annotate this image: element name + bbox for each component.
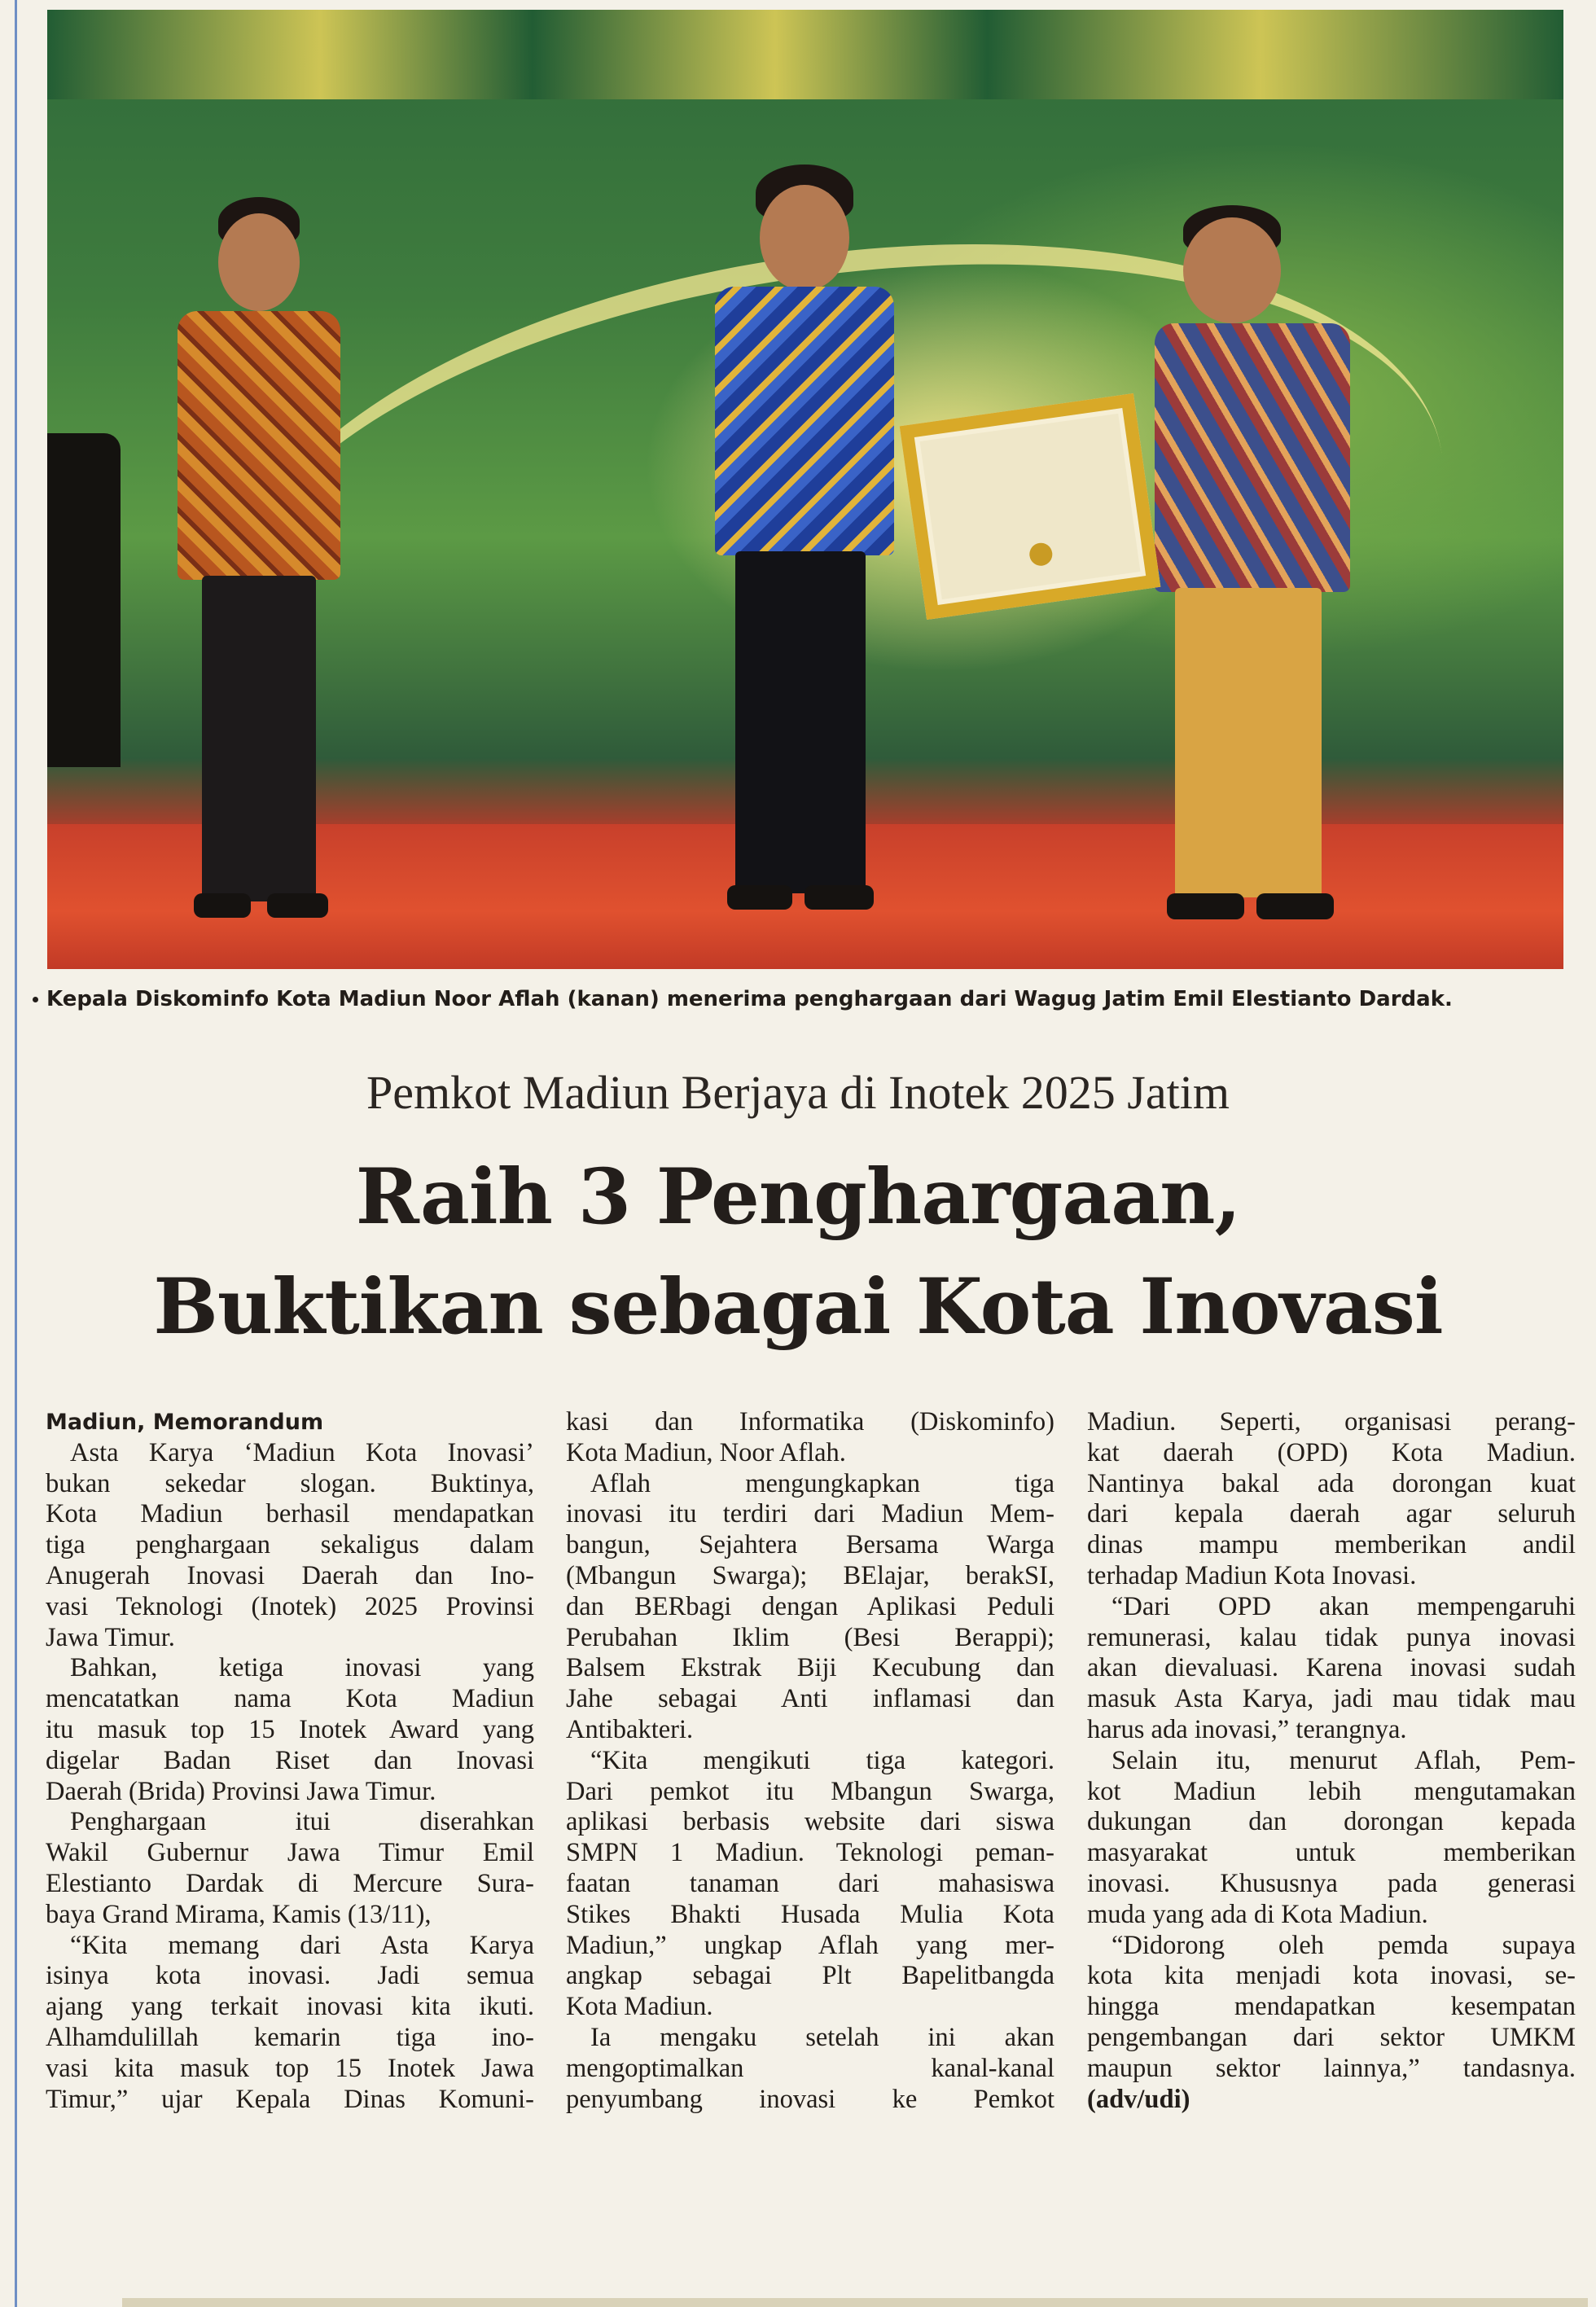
text-line: kot Madiun lebih mengutamakan [1087,1776,1576,1806]
text-line: Madiun,” ungkap Aflah yang mer- [566,1930,1054,1960]
text-line: Aflah mengungkapkan tiga [590,1468,1054,1498]
text-line: isinya kota inovasi. Jadi semua [46,1961,534,1991]
text-line: (Mbangun Swarga); BElajar, berakSI, [566,1560,1054,1590]
award-certificate-frame [900,393,1161,620]
dateline: Madiun, Memorandum [46,1410,324,1435]
text-line: tiga penghargaan sekaligus dalam [46,1530,534,1560]
text-line: penyumbang inovasi ke Pemkot [566,2084,1054,2114]
text-line: itu masuk top 15 Inotek Award yang [46,1714,534,1744]
text-line: dari kepala daerah agar seluruh [1087,1499,1576,1529]
text-line: pengembangan dari sektor UMKM [1087,2022,1576,2052]
text-line: Bahkan, ketiga inovasi yang [70,1653,534,1683]
text-line: Dari pemkot itu Mbangun Swarga, [566,1776,1054,1806]
text-line: bukan sekedar slogan. Buktinya, [46,1468,534,1498]
headline-line-1: Raih 3 Penghargaan, [355,1152,1241,1242]
text-line: masuk Asta Karya, jadi mau tidak mau [1087,1684,1576,1714]
text-line: Asta Karya ‘Madiun Kota Inovasi’ [70,1437,534,1467]
text-line: Nantinya bakal ada dorongan kuat [1087,1468,1576,1498]
award-ceremony-photo [47,10,1563,969]
text-line: Antibakteri. [566,1714,694,1744]
text-line: remunerasi, kalau tidak punya inovasi [1087,1622,1576,1652]
podium [47,433,121,767]
text-line: Selain itu, menurut Aflah, Pem- [1112,1745,1576,1775]
text-line: Balsem Ekstrak Biji Kecubung dan [566,1653,1054,1683]
text-line: Madiun. Seperti, organisasi perang- [1087,1407,1576,1436]
text-line: hingga mendapatkan kesempatan [1087,1992,1576,2022]
article-column-1 [46,1407,534,2115]
stage-backdrop-banner [47,10,1563,99]
headline-line-2: Buktikan sebagai Kota Inovasi [153,1262,1443,1352]
text-line: dinas mampu memberikan andil [1087,1530,1576,1560]
text-line: maupun sektor lainnya,” tandasnya. [1087,2053,1576,2083]
caption-bullet-icon [33,997,38,1002]
text-line: angkap sebagai Plt Bapelitbangda [566,1961,1054,1991]
text-line: mengoptimalkan kanal-kanal [566,2053,1054,2083]
text-line: Kota Madiun. [566,1992,713,2022]
text-line: Penghargaan itui diserahkan [70,1807,534,1837]
text-line: vasi Teknologi (Inotek) 2025 Provinsi [46,1591,534,1621]
person-left [137,197,381,930]
text-line: Wakil Gubernur Jawa Timur Emil [46,1838,534,1868]
text-line: SMPN 1 Madiun. Teknologi peman- [566,1838,1054,1868]
text-line: Jawa Timur. [46,1622,175,1652]
text-line: kat daerah (OPD) Kota Madiun. [1087,1437,1576,1467]
text-line: baya Grand Mirama, Kamis (13/11), [46,1899,432,1929]
article-column-3 [1087,1407,1576,2115]
text-line: masyarakat untuk memberikan [1087,1838,1576,1868]
text-line: Jahe sebagai Anti inflamasi dan [566,1684,1054,1714]
text-line: bangun, Sejahtera Bersama Warga [566,1530,1054,1560]
text-line: muda yang ada di Kota Madiun. [1087,1899,1428,1929]
text-line: dan BERbagi dengan Aplikasi Peduli [566,1591,1054,1621]
text-line: Elestianto Dardak di Mercure Sura- [46,1868,534,1898]
page-bottom-bar [122,2298,1588,2307]
text-line: Timur,” ujar Kepala Dinas Komuni- [46,2084,534,2114]
text-line: kota kita menjadi kota inovasi, se- [1087,1961,1576,1991]
text-line: “Kita memang dari Asta Karya [70,1930,534,1960]
text-line: ajang yang terkait inovasi kita ikuti. [46,1992,534,2022]
text-line: inovasi. Khususnya pada generasi [1087,1868,1576,1898]
text-line: Kota Madiun berhasil mendapatkan [46,1499,534,1529]
text-line: Alhamdulillah kemarin tiga ino- [46,2022,534,2052]
text-line: harus ada inovasi,” terangnya. [1087,1714,1407,1744]
text-line: inovasi itu terdiri dari Madiun Mem- [566,1499,1054,1529]
photo-caption [33,987,1563,1011]
certificate-seal-icon [1028,542,1054,568]
text-line: faatan tanaman dari mahasiswa [566,1868,1054,1898]
text-line: terhadap Madiun Kota Inovasi. [1087,1560,1417,1590]
text-line: Perubahan Iklim (Besi Berappi); [566,1622,1054,1652]
text-line: vasi kita masuk top 15 Inotek Jawa [46,2053,534,2083]
text-line: dukungan dan dorongan kepada [1087,1807,1576,1837]
text-line: mencatatkan nama Kota Madiun [46,1684,534,1714]
text-line: “Dari OPD akan mempengaruhi [1112,1591,1576,1621]
text-line: digelar Badan Riset dan Inovasi [46,1745,534,1775]
kicker-headline: Pemkot Madiun Berjaya di Inotek 2025 Jatim [366,1066,1230,1119]
text-line: “Didorong oleh pemda supaya [1112,1930,1576,1960]
author-credit: (adv/udi) [1087,2084,1190,2114]
text-line: Stikes Bhakti Husada Mulia Kota [566,1899,1054,1929]
text-line: “Kita mengikuti tiga kategori. [590,1745,1054,1775]
text-line: Anugerah Inovasi Daerah dan Ino- [46,1560,534,1590]
text-line: kasi dan Informatika (Diskominfo) [566,1407,1054,1436]
caption-text: Kepala Diskominfo Kota Madiun Noor Aflah (kanan) menerima penghargaan dari Wagug Jatim Emil Elestianto Dardak. [46,987,1453,1011]
text-line: aplikasi berbasis website dari siswa [566,1807,1054,1837]
text-line: Daerah (Brida) Provinsi Jawa Timur. [46,1776,436,1806]
article-column-2 [566,1407,1054,2115]
text-line: Ia mengaku setelah ini akan [590,2022,1054,2052]
text-line: Kota Madiun, Noor Aflah. [566,1437,846,1467]
text-line: akan dievaluasi. Karena inovasi sudah [1087,1653,1576,1683]
